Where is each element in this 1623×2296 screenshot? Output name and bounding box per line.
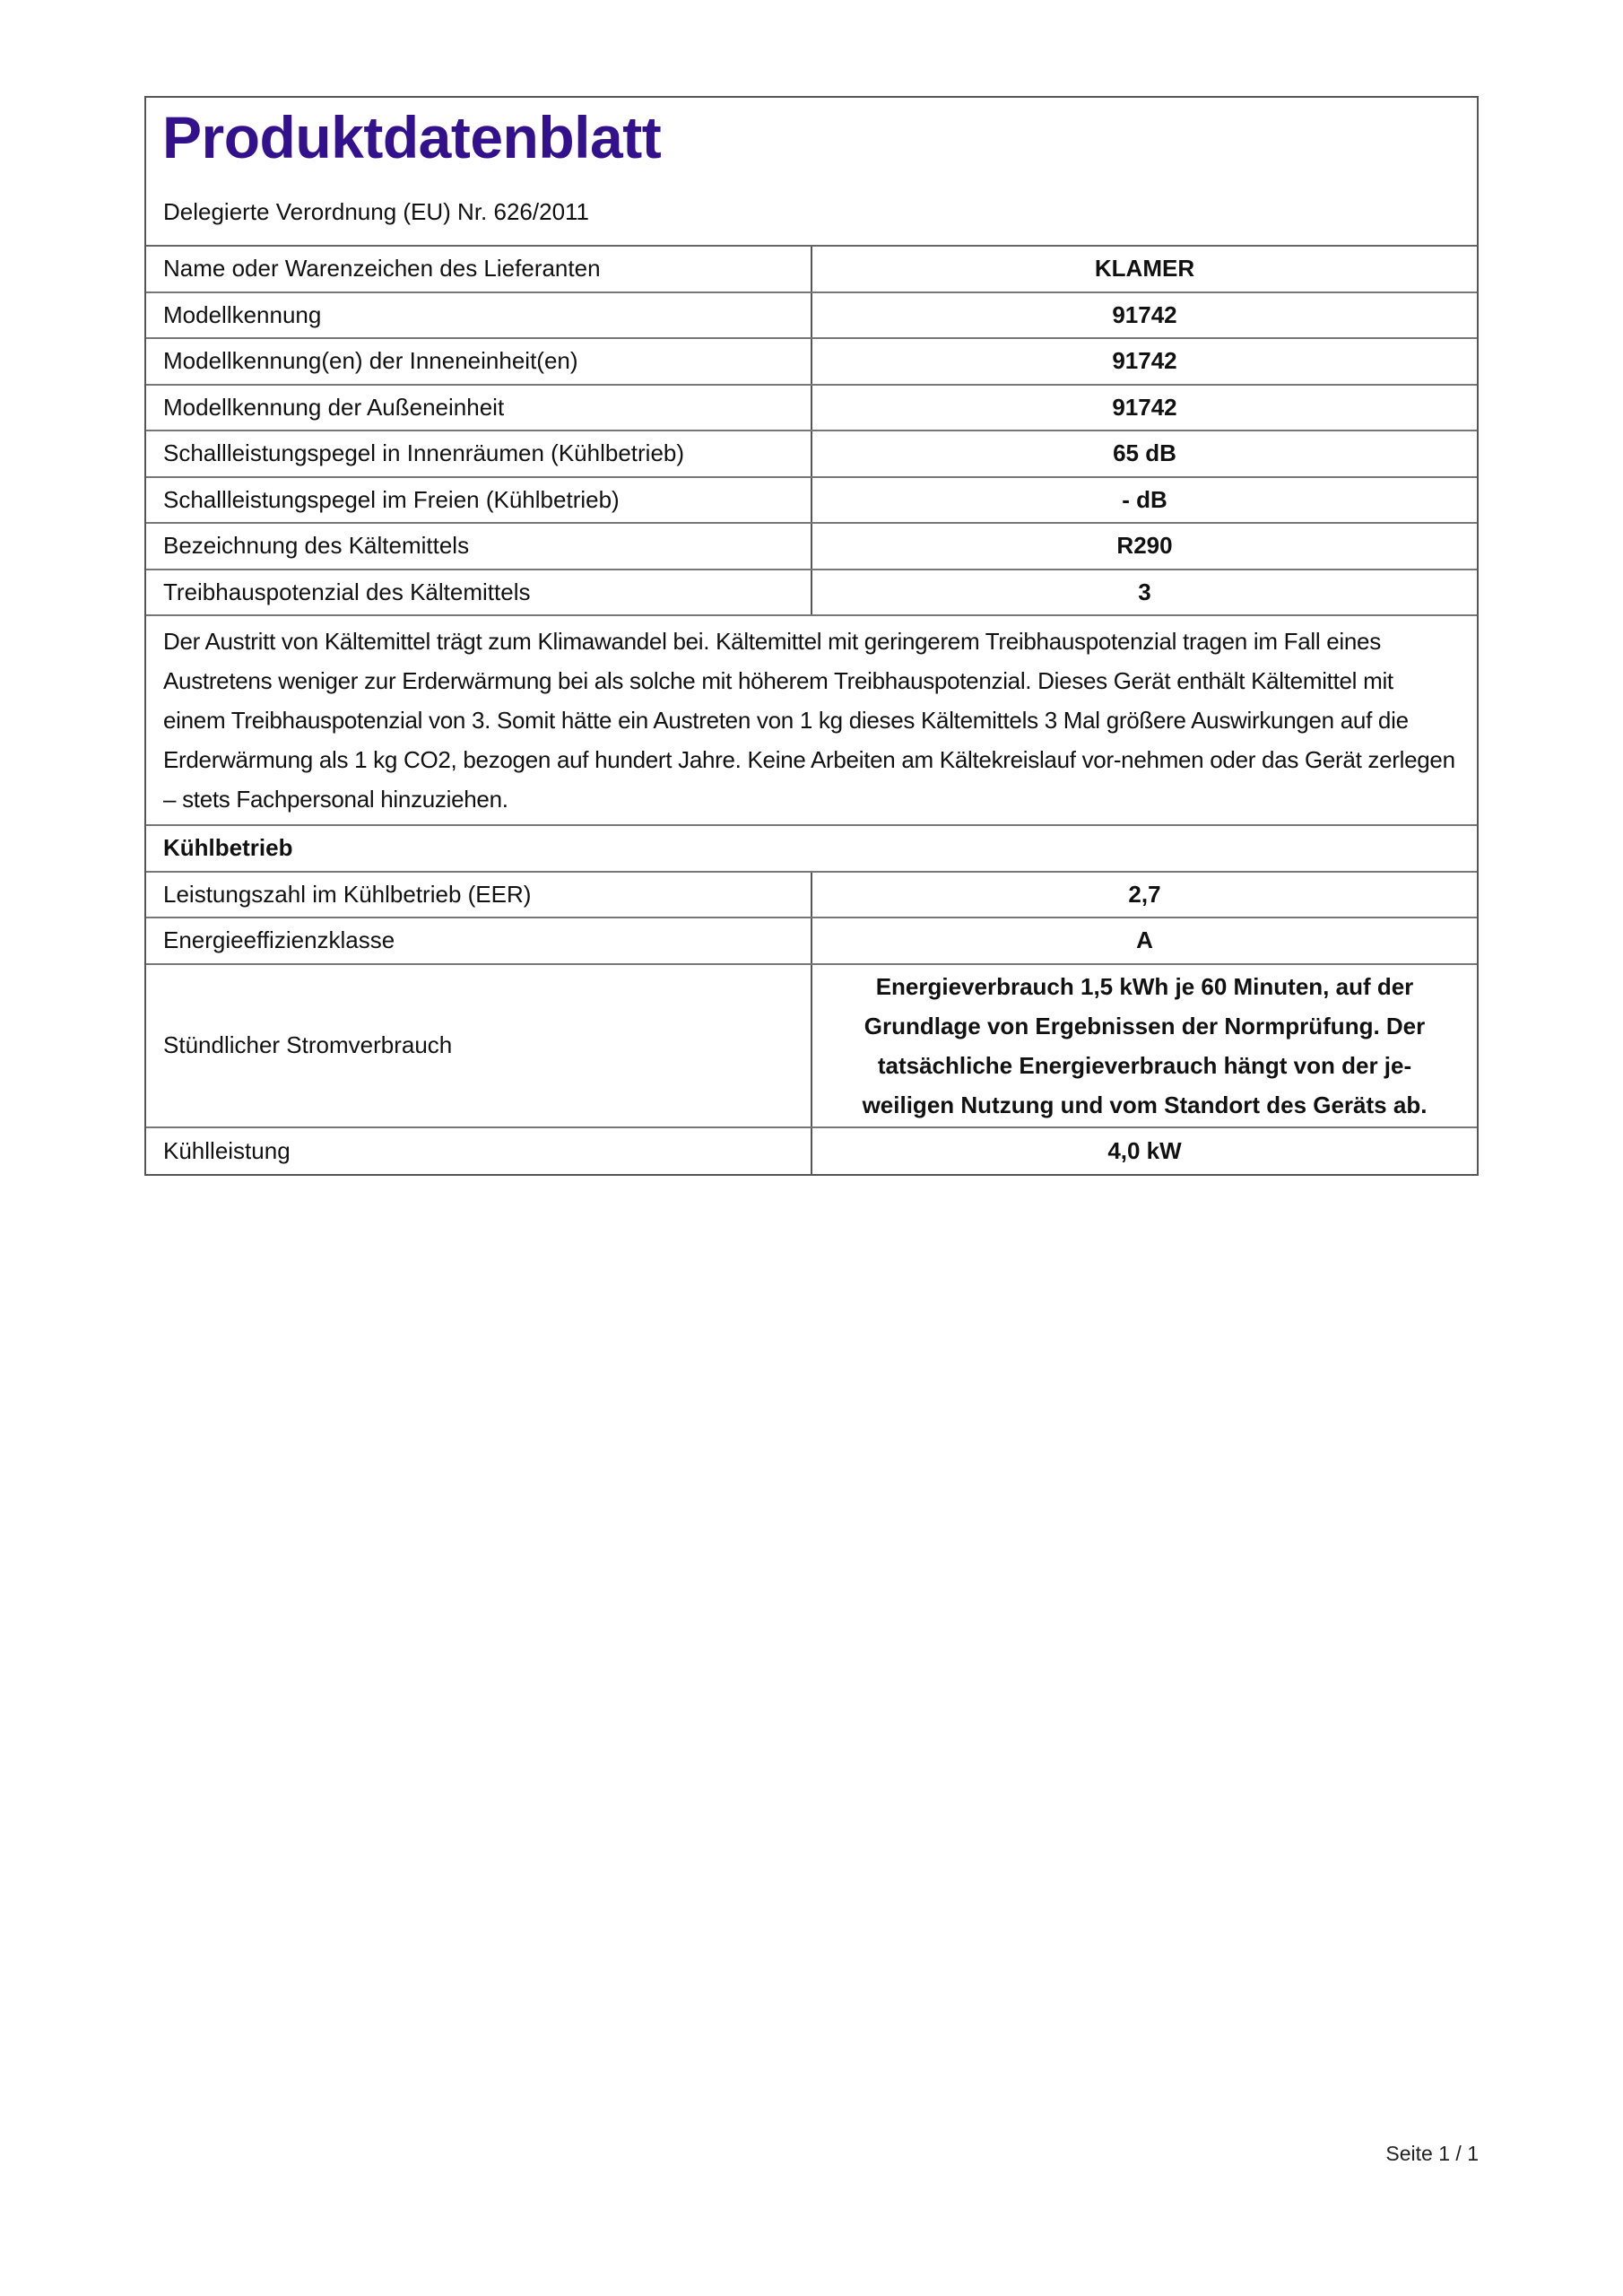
table-row-indoor-sound-power	[146, 431, 1477, 478]
row-value: 91742	[1112, 347, 1177, 375]
refrigerant-notice: Der Austritt von Kältemittel trägt zum Klimawandel bei. Kältemittel mit geringerem Treibhauspotenzial tragen im Fall eines Austretens weniger zur Erderwärmung bei als solche mit höherem Treibhauspotenzial. Dieses Gerät enthält Kältemittel mit einem Treibhauspotenzial von 3. Somit hätte ein Austreten von 1 kg dieses Kältemittels 3 Mal größere Auswirkungen auf die Erderwärmung als 1 kg CO2, bezogen auf hundert Jahre. Keine Arbeiten am Kältekreislauf vor-nehmen oder das Gerät zerlegen – stets Fachpersonal hinzuziehen.	[146, 616, 1477, 826]
regulation-subtitle: Delegierte Verordnung (EU) Nr. 626/2011	[163, 198, 590, 225]
table-row-outdoor-unit-id	[146, 386, 1477, 432]
row-value: 91742	[1112, 300, 1177, 328]
row-value: A	[1136, 926, 1153, 954]
row-value: 3	[1138, 578, 1151, 605]
table-row-hourly-consumption	[146, 965, 1477, 1128]
row-label: Treibhauspotenzial des Kältemittels	[146, 570, 812, 615]
table-row-cooling-capacity	[146, 1128, 1477, 1175]
row-value: R290	[1116, 532, 1173, 560]
table-row-gwp	[146, 570, 1477, 617]
row-label: Name oder Warenzeichen des Lieferanten	[146, 247, 812, 291]
row-value: 2,7	[1128, 880, 1161, 908]
row-value: Energieverbrauch 1,5 kWh je 60 Minuten, auf der Grundlage von Ergebnissen der Normprüfung. Der tatsächliche Energieverbrauch hängt von der je-weiligen Nutzung und vom Standort des Geräts ab.	[862, 972, 1428, 1118]
row-label: Kühlleistung	[146, 1128, 812, 1175]
row-value: - dB	[1122, 485, 1167, 513]
page-number: Seite 1 / 1	[1385, 2142, 1479, 2165]
table-row-supplier	[146, 247, 1477, 293]
row-value: 65 dB	[1113, 439, 1176, 467]
row-label: Bezeichnung des Kältemittels	[146, 524, 812, 569]
row-value: 4,0 kW	[1107, 1136, 1182, 1164]
table-row-indoor-unit-id	[146, 339, 1477, 386]
section-heading-cooling: Kühlbetrieb	[146, 826, 1477, 873]
table-row-model-id	[146, 293, 1477, 340]
table-row-energy-class	[146, 918, 1477, 965]
row-label: Schallleistungspegel im Freien (Kühlbetrieb)	[146, 478, 812, 523]
product-data-sheet	[144, 96, 1479, 1176]
table-row-outdoor-sound-power	[146, 478, 1477, 525]
row-value: 91742	[1112, 393, 1177, 421]
row-label: Schallleistungspegel in Innenräumen (Kühlbetrieb)	[146, 431, 812, 476]
row-value: KLAMER	[1094, 255, 1195, 283]
table-row-refrigerant	[146, 524, 1477, 570]
row-label: Modellkennung der Außeneinheit	[146, 386, 812, 430]
row-label: Energieeffizienzklasse	[146, 918, 812, 963]
sheet-header	[146, 98, 1477, 247]
row-label: Modellkennung(en) der Inneneinheit(en)	[146, 339, 812, 384]
row-label: Stündlicher Stromverbrauch	[146, 965, 812, 1126]
row-label: Leistungszahl im Kühlbetrieb (EER)	[146, 873, 812, 918]
row-label: Modellkennung	[146, 293, 812, 338]
page-title: Produktdatenblatt	[162, 104, 662, 170]
table-row-eer	[146, 873, 1477, 919]
